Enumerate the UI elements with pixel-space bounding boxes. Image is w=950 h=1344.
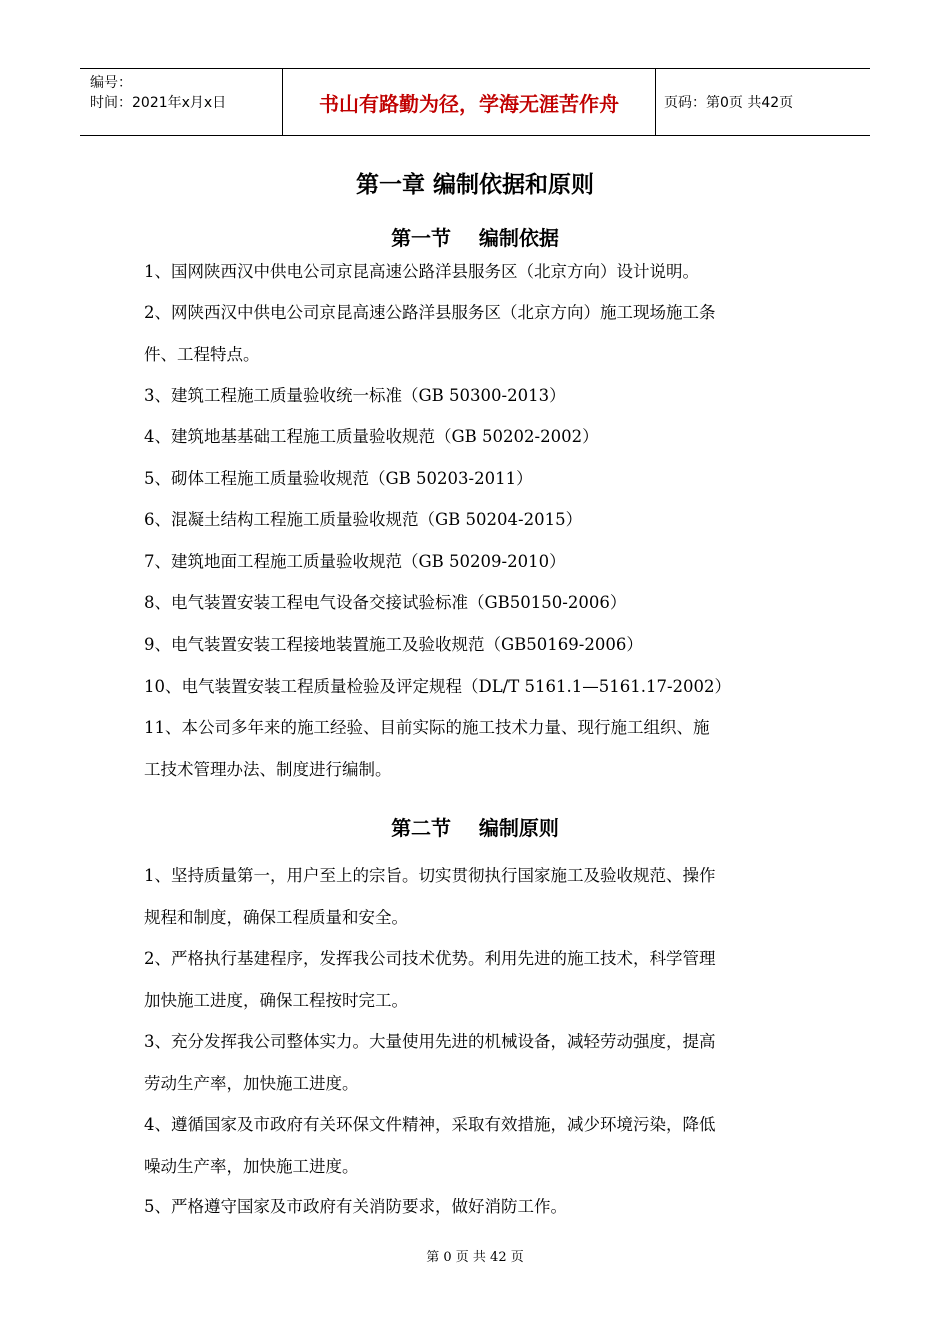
section2-line: 1、坚持质量第一，用户至上的宗旨。切实贯彻执行国家施工及验收规范、操作 <box>144 866 716 885</box>
section1-title: 第一节 编制依据 <box>391 226 559 250</box>
section1-line: 11、本公司多年来的施工经验、目前实际的施工技术力量、现行施工组织、施 <box>144 718 710 737</box>
section1-line: 3、建筑工程施工质量验收统一标准（GB 50300-2013） <box>144 386 566 405</box>
section2-title: 第二节 编制原则 <box>391 816 559 840</box>
section2-line: 5、严格遵守国家及市政府有关消防要求，做好消防工作。 <box>144 1197 567 1216</box>
header-meta <box>80 69 282 135</box>
section1-line: 8、电气装置安装工程电气设备交接试验标准（GB50150-2006） <box>144 593 627 612</box>
header-motto: 书山有路勤为径，学海无涯苦作舟 <box>282 69 656 135</box>
header-page-info: 页码：第0页 共42页 <box>664 95 794 111</box>
section1-line: 1、国网陕西汉中供电公司京昆高速公路洋县服务区（北京方向）设计说明。 <box>144 262 699 281</box>
section2-line: 劳动生产率，加快施工进度。 <box>144 1074 359 1093</box>
section1-line: 2、网陕西汉中供电公司京昆高速公路洋县服务区（北京方向）施工现场施工条 <box>144 303 716 322</box>
section2-line: 2、严格执行基建程序，发挥我公司技术优势。利用先进的施工技术，科学管理 <box>144 949 716 968</box>
page-header <box>80 68 870 136</box>
section1-line: 7、建筑地面工程施工质量验收规范（GB 50209-2010） <box>144 552 566 571</box>
section2-line: 3、充分发挥我公司整体实力。大量使用先进的机械设备，减轻劳动强度，提高 <box>144 1032 716 1051</box>
section1-line: 件、工程特点。 <box>144 345 260 364</box>
section1-line: 4、建筑地基基础工程施工质量验收规范（GB 50202-2002） <box>144 427 599 446</box>
chapter-title: 第一章 编制依据和原则 <box>355 172 594 198</box>
section1-line: 6、混凝土结构工程施工质量验收规范（GB 50204-2015） <box>144 510 583 529</box>
page-footer: 第 0 页 共 42 页 <box>426 1250 524 1265</box>
header-number-label: 编号： <box>90 75 132 91</box>
section2-line: 4、遵循国家及市政府有关环保文件精神，采取有效措施，减少环境污染，降低 <box>144 1115 716 1134</box>
section1-line: 10、电气装置安装工程质量检验及评定规程（DL/T 5161.1—5161.17-2002） <box>144 677 732 696</box>
section2-line: 噪动生产率，加快施工进度。 <box>144 1157 359 1176</box>
section2-line: 规程和制度，确保工程质量和安全。 <box>144 908 408 927</box>
section2-line: 加快施工进度，确保工程按时完工。 <box>144 991 408 1010</box>
section1-line: 5、砌体工程施工质量验收规范（GB 50203-2011） <box>144 469 533 488</box>
header-time-label: 时间：2021年x月x日 <box>90 95 227 111</box>
section1-line: 工技术管理办法、制度进行编制。 <box>144 760 392 779</box>
section1-line: 9、电气装置安装工程接地装置施工及验收规范（GB50169-2006） <box>144 635 643 654</box>
